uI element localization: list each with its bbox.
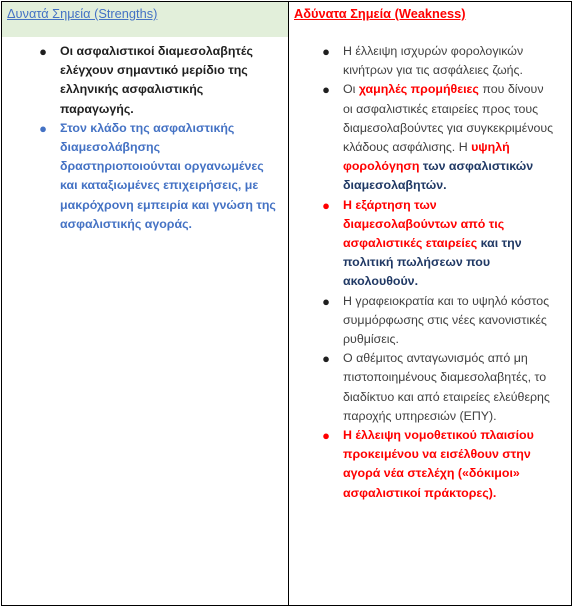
- list-item: [322, 42, 554, 80]
- swot-table: [1, 1, 572, 606]
- weakness-text-3a: Η εξάρτηση των διαμεσολαβούντων από τις ασφαλιστικές εταιρείες: [343, 197, 505, 251]
- bullet-icon: ●: [322, 428, 330, 444]
- bullet-icon: ●: [39, 44, 47, 59]
- weakness-text-2c: που δίνουν οι ασφαλιστικές εταιρείες προς τους διαμεσολαβούντες για συγκεκριμένους κλάδους ασφάλισης. Η: [343, 82, 554, 155]
- list-item: [322, 426, 554, 503]
- bullet-icon: ●: [322, 197, 330, 213]
- weaknesses-heading: Αδύνατα Σημεία (Weakness): [294, 6, 466, 21]
- list-item: [322, 196, 554, 292]
- bullet-icon: ●: [322, 82, 330, 98]
- weakness-text-4: Η γραφειοκρατία και το υψηλό κόστος συμμόρφωσης στις νέες κανονιστικές ρυθμίσεις.: [343, 293, 550, 347]
- weaknesses-list: [289, 37, 572, 503]
- weakness-text-3b: και την πολιτική πωλήσεων που ακολουθούν.: [343, 236, 522, 289]
- list-item: [322, 292, 554, 350]
- weaknesses-column: [289, 2, 572, 503]
- bullet-icon: ●: [322, 293, 330, 309]
- weakness-text-2d: υψηλή φορολόγηση: [343, 140, 510, 174]
- list-item: [322, 349, 554, 426]
- bullet-icon: ●: [322, 44, 330, 59]
- bullet-icon: ●: [322, 351, 330, 367]
- list-item: [322, 80, 554, 195]
- list-item: [39, 119, 276, 234]
- weakness-text-2e: των ασφαλιστικών διαμεσολαβητών.: [343, 159, 534, 193]
- strengths-heading: Δυνατά Σημεία (Strengths): [7, 6, 158, 21]
- strengths-column: [2, 2, 288, 234]
- bullet-icon: ●: [39, 120, 47, 136]
- strength-text-1: Οι ασφαλιστικοί διαμεσολαβητές ελέγχουν σημαντικό μερίδιο της ελληνικής ασφαλιστικής παραγωγής.: [60, 44, 253, 116]
- weakness-text-6: Η έλλειψη νομοθετικού πλαισίου προκειμένου να εισέλθουν στην αγορά νέα στελέχη («δόκιμοι» ασφαλιστικοί πράκτορες).: [343, 428, 534, 500]
- weakness-text-1: Η έλλειψη ισχυρών φορολογικών κινήτρων για τις ασφάλειες ζωής.: [343, 44, 524, 78]
- list-item: [39, 42, 276, 119]
- strength-text-2: Στον κλάδο της ασφαλιστικής διαμεσολάβησης δραστηριοποιούνται οργανωμένες και καταξιωμένες επιχειρήσεις, με μακρόχρονη εμπειρία και γνώση της ασφαλιστικής αγοράς.: [60, 120, 276, 231]
- weakness-text-5: Ο αθέμιτος ανταγωνισμός από μη πιστοποιημένους διαμεσολαβητές, το διαδίκτυο και από εταιρείες ελεύθερης παροχής υπηρεσιών (ΕΠΥ).: [343, 351, 550, 423]
- weakness-text-2a: Οι: [343, 82, 359, 97]
- strengths-list: [2, 37, 288, 234]
- weakness-text-2b: χαμηλές προμήθειες: [358, 82, 479, 97]
